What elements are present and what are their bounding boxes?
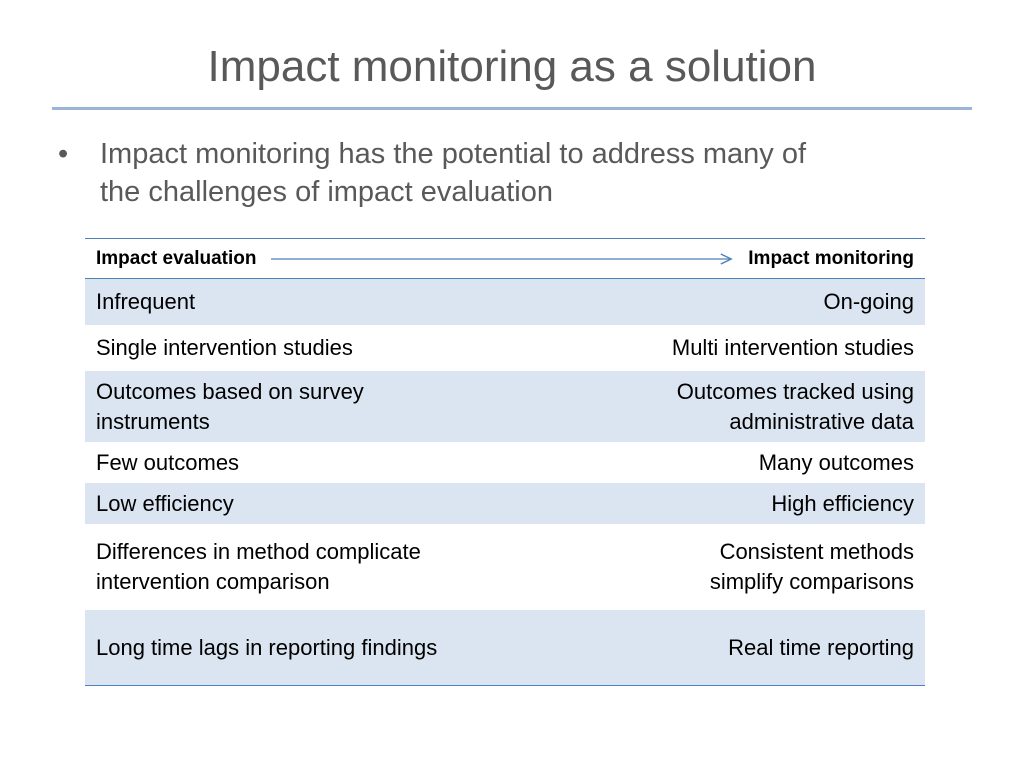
bullet-point <box>58 135 958 211</box>
row-right-cell: High efficiency <box>771 490 914 516</box>
header-impact-evaluation: Impact evaluation <box>96 247 257 269</box>
row-left-cell: Outcomes based on survey instruments <box>96 378 364 434</box>
row-right-cell: Outcomes tracked using administrative data <box>676 378 914 434</box>
header-impact-monitoring: Impact monitoring <box>748 247 914 269</box>
table-row <box>85 371 925 442</box>
table-row <box>85 442 925 483</box>
row-left-cell: Single intervention studies <box>96 335 353 360</box>
row-right-cell: Many outcomes <box>758 449 914 475</box>
title-divider <box>52 107 972 110</box>
bullet-text: Impact monitoring has the potential to address many of the challenges of impact evaluation <box>100 138 807 208</box>
row-left-cell: Low efficiency <box>96 490 234 516</box>
table-header <box>85 239 925 279</box>
row-left-cell: Long time lags in reporting findings <box>96 634 438 660</box>
row-left-cell: Few outcomes <box>96 449 240 475</box>
bullet-marker: • <box>58 138 69 170</box>
row-left-cell: Infrequent <box>96 289 196 314</box>
table-row <box>85 279 925 325</box>
table-row <box>85 325 925 371</box>
comparison-table <box>85 238 925 686</box>
table-row <box>85 524 925 610</box>
table-row <box>85 483 925 524</box>
table-row <box>85 610 925 685</box>
right-arrow-icon <box>271 252 735 266</box>
slide-title: Impact monitoring as a solution <box>207 42 817 91</box>
row-right-cell: Multi intervention studies <box>671 335 914 360</box>
row-right-cell: On-going <box>823 289 914 314</box>
row-right-cell: Consistent methods simplify comparisons <box>709 539 914 594</box>
row-right-cell: Real time reporting <box>728 634 914 660</box>
row-left-cell: Differences in method complicate intervention comparison <box>96 539 421 594</box>
